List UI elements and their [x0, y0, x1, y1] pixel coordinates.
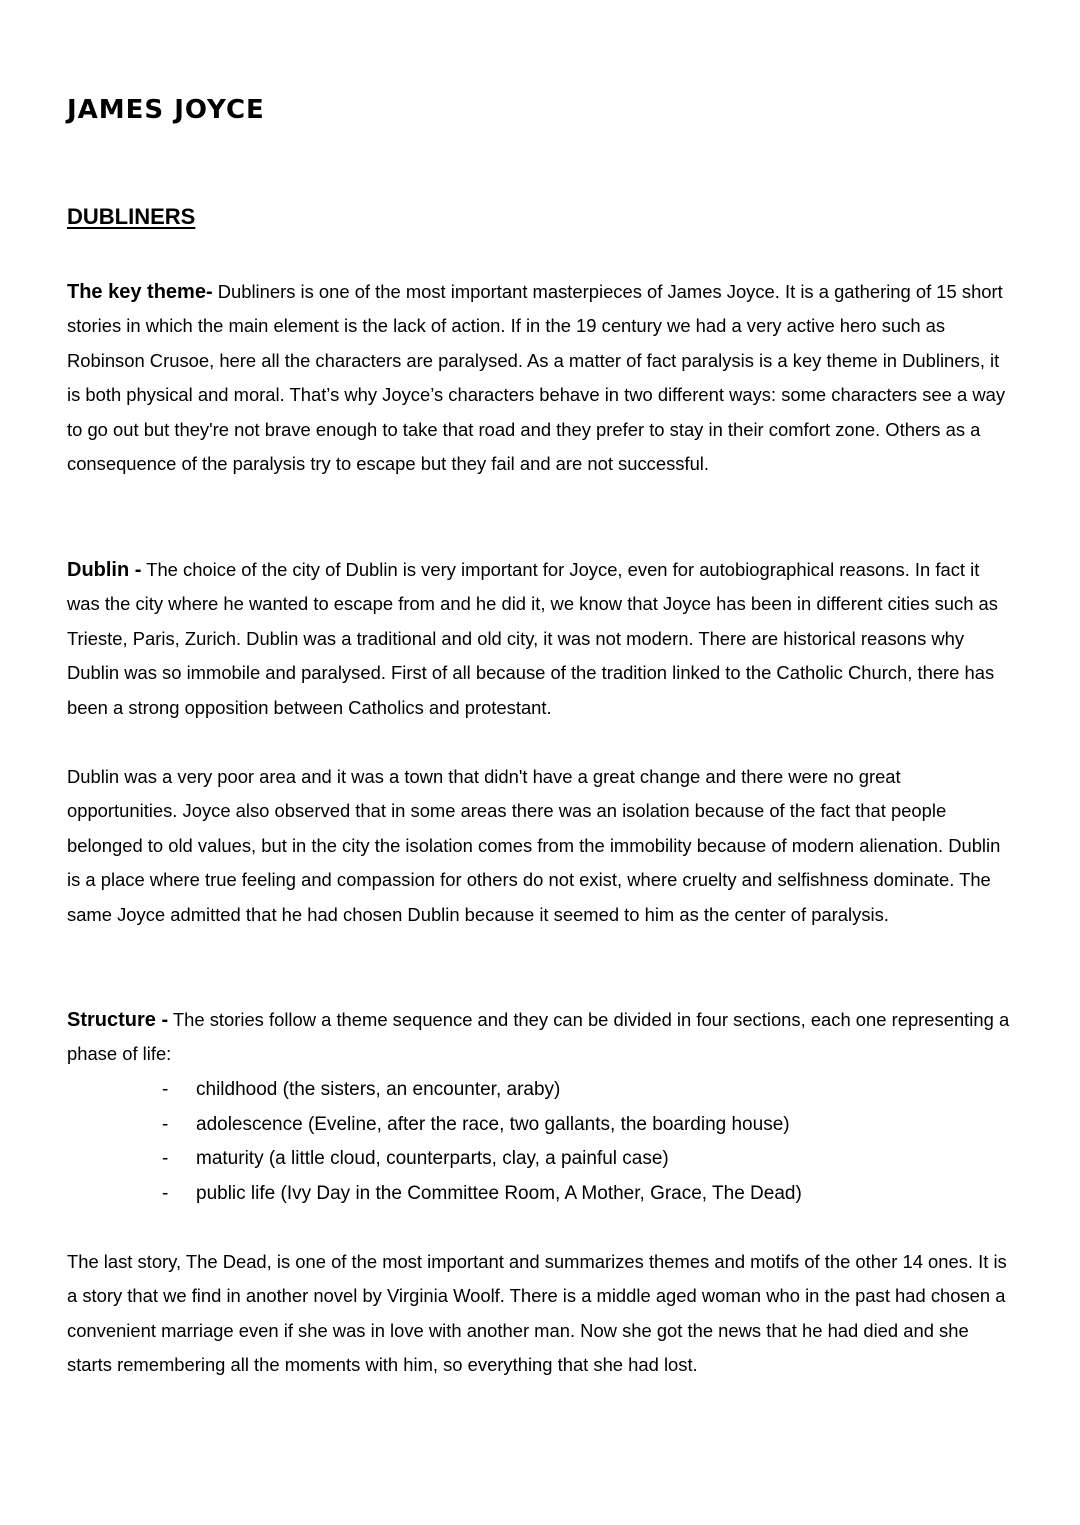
paragraph-key-theme — [67, 275, 1012, 481]
paragraph-dublin — [67, 553, 1012, 725]
list-dash: - — [162, 1113, 169, 1135]
list-dash: - — [162, 1079, 169, 1100]
list-item-text: public life (Ivy Day in the Committee Room, A Mother, Grace, The Dead) — [196, 1182, 802, 1204]
phases-list — [0, 1073, 1080, 1211]
list-item — [0, 1108, 1080, 1143]
paragraph-lead: The key theme- — [67, 281, 213, 303]
list-item — [0, 1142, 1080, 1177]
list-dash: - — [162, 1148, 169, 1170]
paragraph-body: Dublin was a very poor area and it was a town that didn't have a great change and there were no great opportunities. Joyce also observed that in some areas there was an isolation because of the fact that people belonged to old values, but in the city the isolation comes from the immobility because of modern alienation. Dublin is a place where true feeling and compassion for others do not exist, where cruelty and selfishness dominate. The same Joyce admitted that he had chosen Dublin because it seemed to him as the center of paralysis. — [67, 766, 1001, 925]
list-item-text: maturity (a little cloud, counterparts, clay, a painful case) — [196, 1148, 669, 1170]
paragraph-structure — [67, 1003, 1012, 1072]
paragraph-lead: Structure - — [67, 1009, 169, 1031]
paragraph-body: The stories follow a theme sequence and they can be divided in four sections, each one representing a phase of life: — [67, 1009, 1010, 1065]
paragraph-dublin-poverty — [67, 760, 1012, 932]
list-item-text: childhood (the sisters, an encounter, araby) — [196, 1079, 561, 1100]
section-heading-dubliners: DUBLINERS — [67, 204, 196, 229]
paragraph-body: The last story, The Dead, is one of the most important and summarizes themes and motifs of the other 14 ones. It is a story that we find in another novel by Virginia Woolf. There is a middle aged woman who in the past had chosen a convenient marriage even if she was in love with another man. Now she got the news that he had died and she starts remembering all the moments with him, so everything that she had lost. — [67, 1251, 1007, 1376]
paragraph-the-dead — [67, 1245, 1012, 1383]
paragraph-body: The choice of the city of Dublin is very important for Joyce, even for autobiographical reasons. In fact it was the city where he wanted to escape from and he did it, we know that Joyce has been in different cities such as Trieste, Paris, Zurich. Dublin was a traditional and old city, it was not modern. There are historical reasons why Dublin was so immobile and paralysed. First of all because of the tradition linked to the Catholic Church, there has been a strong opposition between Catholics and protestant. — [67, 559, 998, 718]
list-item-text: adolescence (Eveline, after the race, two gallants, the boarding house) — [196, 1113, 790, 1135]
list-dash: - — [162, 1182, 169, 1204]
paragraph-body: Dubliners is one of the most important masterpieces of James Joyce. It is a gathering of 15 short stories in which the main element is the lack of action. If in the 19 century we had a very active hero such as Robinson Crusoe, here all the characters are paralysed. As a matter of fact paralysis is a key theme in Dubliners, it is both physical and moral. That’s why Joyce’s characters behave in two different ways: some characters see a way to go out but they're not brave enough to take that road and they prefer to stay in their comfort zone. Others as a consequence of the paralysis try to escape but they fail and are not successful. — [67, 281, 1006, 475]
paragraph-lead: Dublin - — [67, 559, 142, 581]
page-title: JAMES JOYCE — [67, 95, 265, 125]
list-item — [0, 1177, 1080, 1212]
list-item — [0, 1073, 1080, 1108]
